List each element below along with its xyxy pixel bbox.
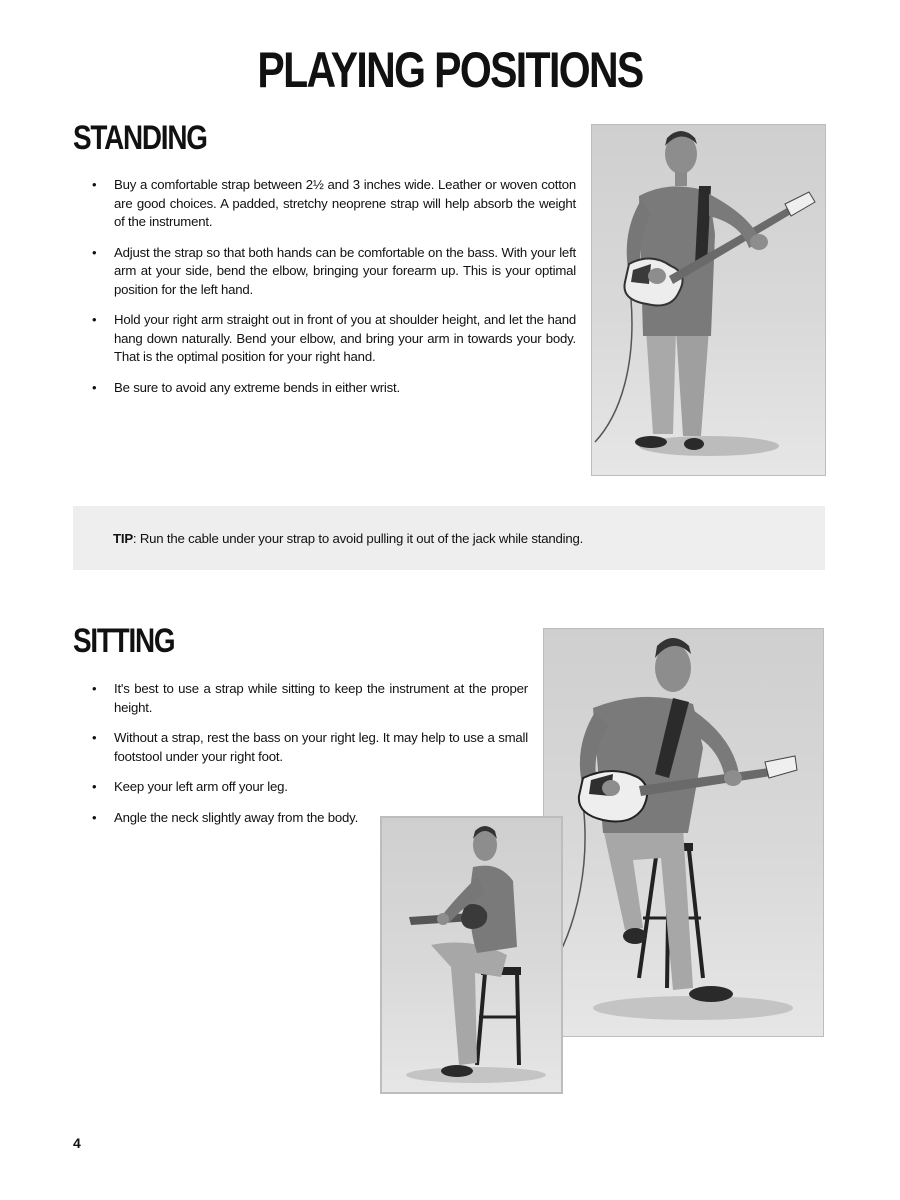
list-item: • It's best to use a strap while sitting to keep the instrument at the proper height. xyxy=(88,680,528,717)
tip-label: TIP xyxy=(113,530,133,546)
standing-bass-player-photo xyxy=(591,124,826,476)
list-item: • Buy a comfortable strap between 2½ and 3 inches wide. Leather or woven cotton are good choices. A padded, stretchy neoprene strap will help absorb the weight of the instrument. xyxy=(88,176,576,232)
tip-text: : Run the cable under your strap to avoid pulling it out of the jack while standing. xyxy=(132,530,584,546)
tip-box xyxy=(73,506,825,570)
standing-bullet-list xyxy=(88,176,576,409)
standing-heading: STANDING xyxy=(73,119,207,157)
list-item: • Angle the neck slightly away from the body. xyxy=(88,809,528,828)
list-item: • Keep your left arm off your leg. xyxy=(88,778,528,797)
page-title: PLAYING POSITIONS xyxy=(257,42,643,98)
sitting-bass-player-photo-large xyxy=(543,628,824,1037)
list-item: • Adjust the strap so that both hands can be comfortable on the bass. With your left arm at your side, bend the elbow, bringing your forearm up. This is your optimal position for the left hand. xyxy=(88,244,576,300)
sitting-bass-player-photo-small xyxy=(380,816,563,1094)
list-item: • Hold your right arm straight out in front of you at shoulder height, and let the hand hang down naturally. Bend your elbow, and bring your arm in towards your body. That is the optimal position for your right hand. xyxy=(88,311,576,367)
sitting-heading: SITTING xyxy=(73,622,175,660)
page-number: 4 xyxy=(73,1135,81,1151)
list-item: • Be sure to avoid any extreme bends in either wrist. xyxy=(88,379,576,398)
list-item: • Without a strap, rest the bass on your right leg. It may help to use a small footstool under your right foot. xyxy=(88,729,528,766)
